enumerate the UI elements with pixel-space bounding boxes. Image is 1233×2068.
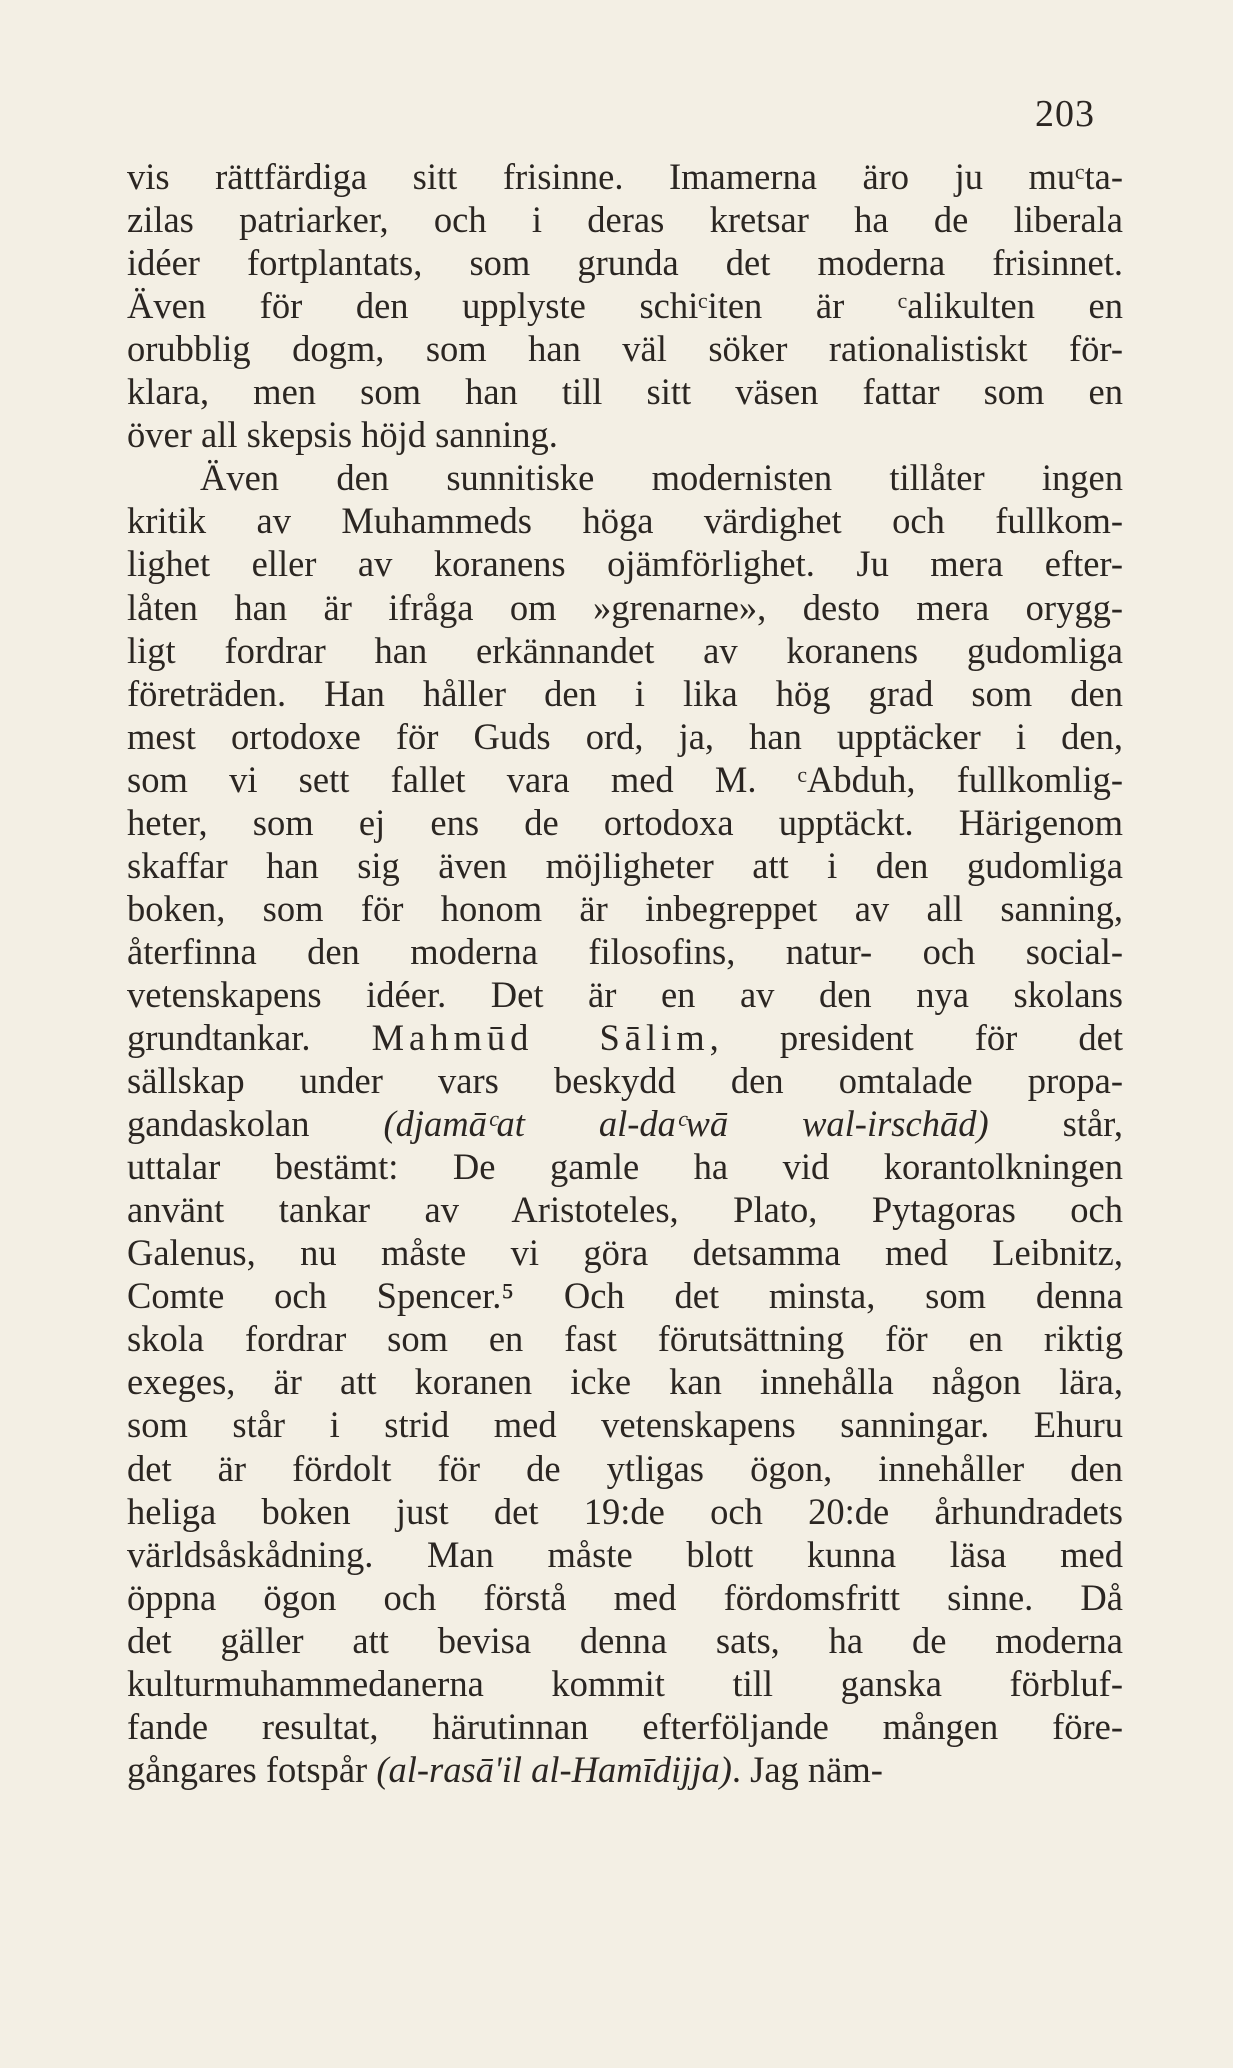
text-line — [127, 327, 1123, 371]
text-line — [127, 1360, 1123, 1404]
text-line — [127, 499, 1123, 543]
text-line — [127, 413, 558, 457]
text-segment: vis rättfärdiga sitt frisinne. Imamerna äro ju muᶜta- — [127, 156, 1123, 197]
text-line — [127, 1533, 1123, 1577]
text-segment: öppna ögon och förstå med fördomsfritt sinne. Då — [127, 1576, 1123, 1618]
text-segment: sällskap under vars beskydd den omtalade propa- — [127, 1060, 1123, 1102]
text-segment: ligt fordrar han erkännandet av koranens gudomliga — [127, 629, 1123, 671]
text-segment: orubblig dogm, som han väl söker rationalistiskt för- — [127, 328, 1123, 370]
italic-term: (djamāᶜat al-daᶜwā wal-irschād) — [383, 1103, 989, 1145]
text-segment: skaffar han sig även möjligheter att i den gudomliga — [127, 844, 1123, 886]
text-segment: uttalar bestämt: De gamle ha vid korantolkningen — [127, 1146, 1123, 1188]
text-segment: återfinna den moderna filosofins, natur- och social- — [127, 930, 1123, 972]
text-line — [127, 629, 1123, 673]
text-segment: klara, men som han till sitt väsen fattar som en — [127, 371, 1123, 413]
text-segment: gångares fotspår — [127, 1748, 377, 1790]
text-segment: exeges, är att koranen icke kan innehålla någon lära, — [127, 1361, 1123, 1403]
text-segment: Även den sunnitiske modernisten tillåter ingen — [200, 457, 1123, 499]
text-line — [127, 1317, 1123, 1361]
italic-term: (al-rasā'il al-Hamīdijja) — [376, 1748, 732, 1790]
text-line — [127, 241, 1123, 285]
text-segment: heliga boken just det 19:de och 20:de århundradets — [127, 1490, 1123, 1532]
text-line — [127, 1748, 883, 1792]
text-line — [127, 758, 1123, 802]
text-segment: världsåskådning. Man måste blott kunna läsa med — [127, 1533, 1123, 1575]
text-segment: idéer fortplantats, som grunda det moderna frisinnet. — [127, 242, 1123, 284]
text-line — [127, 1705, 1123, 1749]
text-line — [127, 198, 1123, 242]
text-segment: skola fordrar som en fast förutsättning för en riktig — [127, 1318, 1123, 1360]
text-line — [127, 973, 1123, 1017]
text-line — [127, 1447, 1123, 1491]
text-segment: , president för det — [709, 1017, 1123, 1058]
text-segment: använt tankar av Aristoteles, Plato, Pytagoras och — [127, 1189, 1123, 1231]
text-segment: företräden. Han håller den i lika hög grad som den — [127, 672, 1123, 714]
text-segment: som vi sett fallet vara med M. ᶜAbduh, fullkomlig- — [127, 758, 1123, 800]
text-segment: lighet eller av koranens ojämförlighet. Ju mera efter- — [127, 543, 1123, 585]
spaced-name: Mahmūd Sālim — [371, 1017, 710, 1058]
text-segment: över all skepsis höjd sanning. — [127, 414, 558, 456]
text-line — [127, 155, 1123, 199]
text-line — [127, 1145, 1123, 1189]
text-line — [127, 1274, 1123, 1318]
text-segment: kulturmuhammedanerna kommit till ganska förbluf- — [127, 1662, 1123, 1704]
text-line — [127, 1662, 1123, 1706]
text-line — [200, 456, 1123, 500]
text-segment: som står i strid med vetenskapens sanningar. Ehuru — [127, 1404, 1123, 1446]
text-line — [127, 844, 1123, 888]
text-segment: boken, som för honom är inbegreppet av all sanning, — [127, 887, 1123, 929]
text-segment: heter, som ej ens de ortodoxa upptäckt. Härigenom — [127, 801, 1123, 843]
text-segment: zilas patriarker, och i deras kretsar ha de liberala — [127, 199, 1123, 241]
text-segment: Comte och Spencer.⁵ Och det minsta, som denna — [127, 1275, 1123, 1317]
text-line — [127, 1619, 1123, 1663]
text-line — [127, 672, 1123, 716]
text-line — [127, 1059, 1123, 1103]
text-segment: fande resultat, härutinnan efterföljande mången före- — [127, 1705, 1123, 1747]
text-segment: gandaskolan — [127, 1103, 384, 1145]
text-segment: står, — [988, 1103, 1123, 1145]
text-line — [127, 284, 1123, 328]
text-line — [127, 1102, 1123, 1146]
text-line — [127, 1490, 1123, 1534]
text-segment: Även för den upplyste schiᶜiten är ᶜalikulten en — [127, 285, 1123, 327]
text-segment: det är fördolt för de ytligas ögon, innehåller den — [127, 1447, 1123, 1489]
text-line — [127, 801, 1123, 845]
text-segment: . Jag näm- — [731, 1748, 883, 1790]
text-segment: det gäller att bevisa denna sats, ha de moderna — [127, 1619, 1123, 1661]
text-segment: låten han är ifråga om »grenarne», desto mera orygg- — [127, 586, 1123, 628]
text-line — [127, 370, 1123, 414]
text-segment: mest ortodoxe för Guds ord, ja, han upptäcker i den, — [127, 715, 1123, 757]
text-line — [127, 715, 1123, 759]
text-segment: grundtankar. — [127, 1017, 372, 1058]
page-number: 203 — [1035, 93, 1095, 135]
text-line — [127, 1231, 1123, 1275]
text-line — [127, 1188, 1123, 1232]
text-line — [127, 1403, 1123, 1447]
text-line — [127, 586, 1123, 630]
text-line — [127, 1576, 1123, 1620]
text-segment: vetenskapens idéer. Det är en av den nya skolans — [127, 973, 1123, 1015]
text-line — [127, 542, 1123, 586]
text-segment: Galenus, nu måste vi göra detsamma med Leibnitz, — [127, 1232, 1123, 1274]
text-line — [127, 887, 1123, 931]
text-segment: kritik av Muhammeds höga värdighet och fullkom- — [127, 500, 1123, 542]
text-line — [127, 930, 1123, 974]
text-line — [127, 1016, 1123, 1060]
